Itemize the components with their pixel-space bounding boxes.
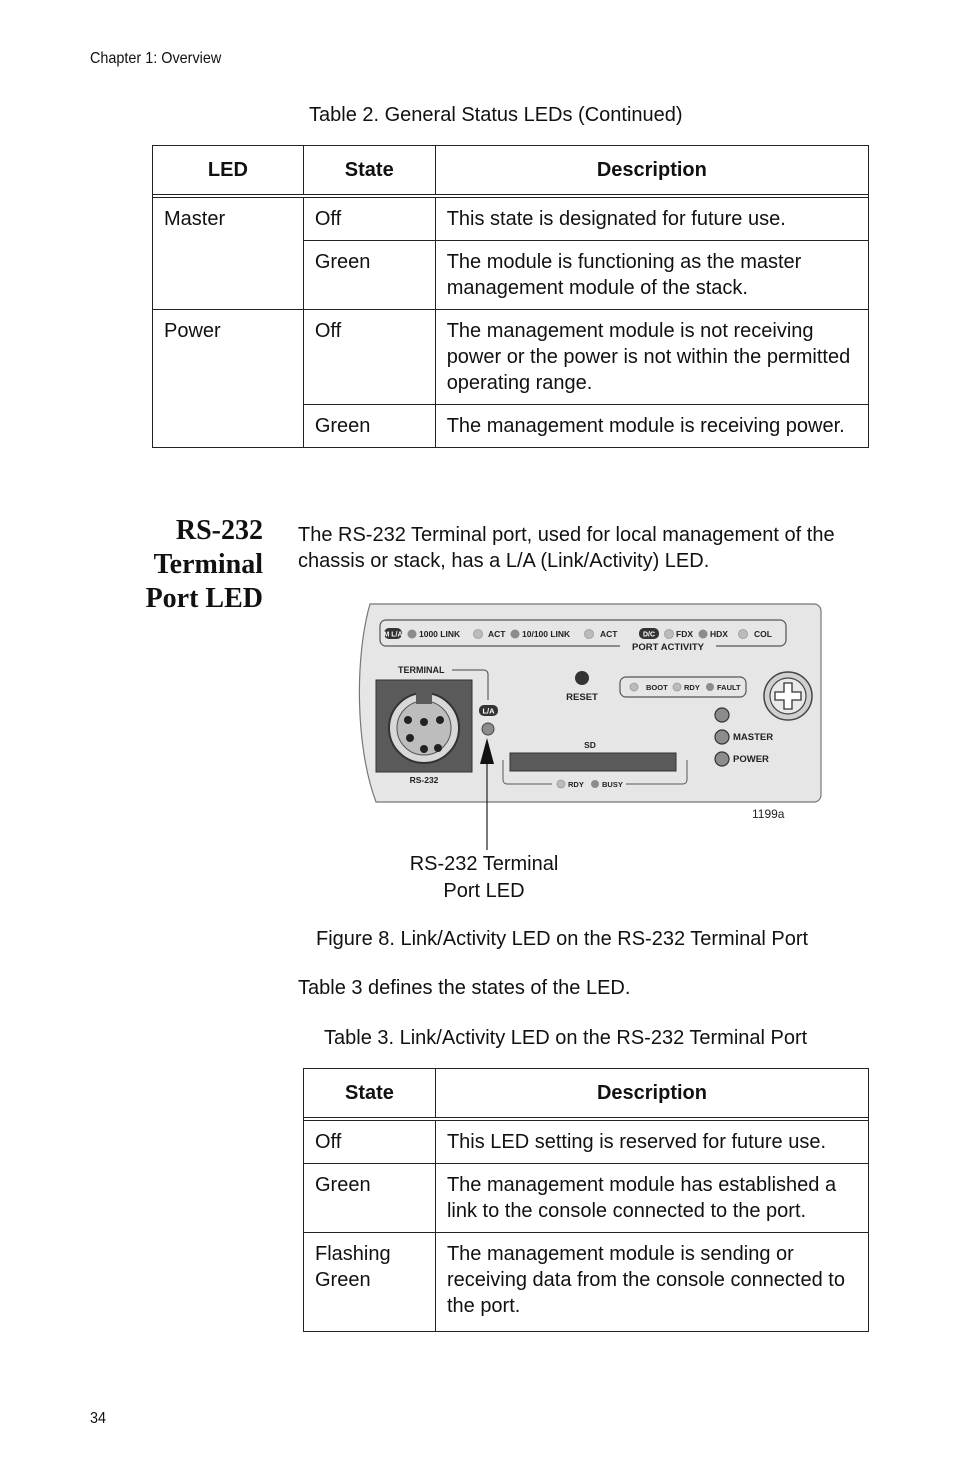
table-row [304,1121,869,1164]
section-intro: The RS-232 Terminal port, used for local management of the chassis or stack, has a L/A (Link/Activity) LED. [298,524,835,572]
section-heading-line: RS-232 [175,515,263,546]
table2-description: The management module is not receiving power or the power is not within the permitted operating range. [435,310,868,405]
table3-state: Green [304,1164,436,1233]
figure-caption: Figure 8. Link/Activity LED on the RS-232 Terminal Port [316,928,809,950]
label-act-1: ACT [488,629,506,639]
led-master [715,730,729,744]
table2-header-state: State [303,146,435,195]
led-10100-link [511,630,520,639]
table2-state: Green [303,241,435,310]
section-heading [110,514,263,616]
label-1000-link: 1000 LINK [419,629,461,639]
label-fault: FAULT [717,683,741,692]
connector-pin [436,716,444,724]
connector-key [416,688,432,704]
terminal-port-figure [300,596,830,826]
table2-state: Green [303,405,435,448]
table3-description: This LED setting is reserved for future use. [435,1121,868,1164]
connector-pin [404,716,412,724]
led-unlabeled [715,708,729,722]
table2-caption: Table 2. General Status LEDs (Continued) [309,104,683,126]
table3-header-row [304,1069,869,1118]
led-fault [706,683,714,691]
label-10100-link: 10/100 LINK [522,629,571,639]
led-busy [591,780,599,788]
sd-slot [510,753,676,771]
label-act-2: ACT [600,629,618,639]
led-hdx [699,630,708,639]
led-col [739,630,748,639]
sd-label: SD [584,740,596,750]
table3-header-state: State [304,1069,436,1118]
table2-state: Off [303,310,435,405]
table3-caption: Table 3. Link/Activity LED on the RS-232 Terminal Port [324,1027,808,1049]
table2-header-description: Description [435,146,868,195]
figure-callout [394,851,574,905]
table-row [153,310,869,405]
table3-state: Off [304,1121,436,1164]
led-fdx [665,630,674,639]
connector-pin [434,744,442,752]
table-row [153,198,869,241]
connector-pin [420,745,428,753]
table3-description: The management module is sending or receiving data from the console connected to the port. [435,1233,868,1332]
table2 [152,145,869,448]
led-power [715,752,729,766]
label-busy: BUSY [602,780,623,789]
la-label: L/A [482,706,495,716]
port-activity-label: PORT ACTIVITY [632,642,704,653]
page-number: 34 [90,1410,107,1427]
label-col: COL [754,629,772,639]
table2-led-power: Power [153,310,304,448]
rs232-label: RS-232 [409,775,439,785]
table2-description: The management module is receiving power. [435,405,868,448]
table2-led-master: Master [153,198,304,310]
led-act-1 [474,630,483,639]
label-power: POWER [733,754,769,765]
section-heading-line: Port LED [145,583,263,614]
section-after-figure: Table 3 defines the states of the LED. [298,977,631,999]
led-boot [630,683,638,691]
table2-state: Off [303,198,435,241]
table3-header-description: Description [435,1069,868,1118]
led-sd-rdy [557,780,565,788]
label-sd-rdy: RDY [568,780,584,789]
table2-header-led: LED [153,146,304,195]
running-head: Chapter 1: Overview [90,50,222,67]
connector-pin [406,734,414,742]
label-hdx: HDX [710,629,728,639]
table-row [304,1164,869,1233]
reset-button [575,671,589,685]
led-rdy [673,683,681,691]
figure-id-label: 1199a [752,807,785,821]
label-fdx: FDX [676,629,693,639]
table2-description: The module is functioning as the master management module of the stack. [435,241,868,310]
la-led [482,723,494,735]
callout-line-1: RS-232 Terminal [409,853,559,875]
table-row [304,1233,869,1332]
table2-header-row [153,146,869,195]
reset-label: RESET [566,692,598,703]
label-boot: BOOT [646,683,668,692]
led-1000-link [408,630,417,639]
connector-pin [420,718,428,726]
label-master: MASTER [733,732,774,743]
led-act-2 [585,630,594,639]
ml-a-label: M L/A [383,631,403,639]
section-heading-line: Terminal [153,549,263,580]
table3 [303,1068,869,1332]
table2-description: This state is designated for future use. [435,198,868,241]
terminal-label: TERMINAL [398,665,445,675]
table3-description: The management module has established a link to the console connected to the port. [435,1164,868,1233]
callout-line-2: Port LED [443,880,525,902]
table3-state: Flashing Green [304,1233,436,1332]
label-rdy: RDY [684,683,700,692]
dc-label: D/C [642,631,656,639]
